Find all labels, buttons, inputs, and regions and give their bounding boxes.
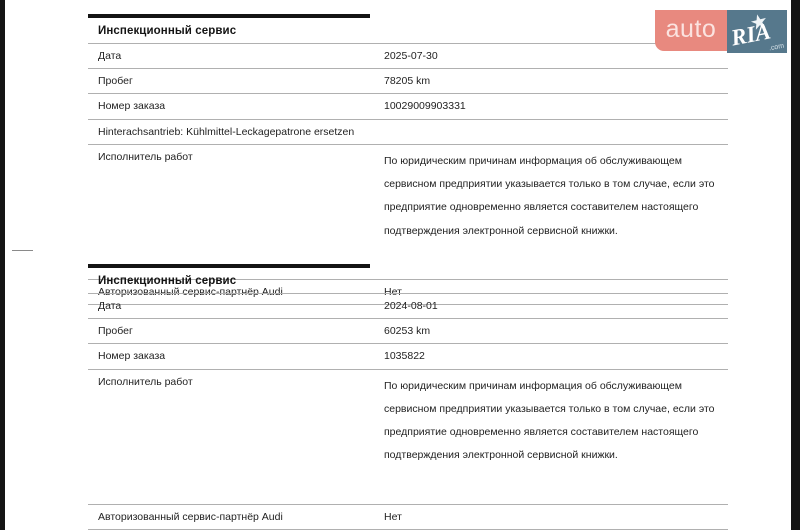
section-title: Инспекционный сервис [98,275,237,287]
section-rows [88,293,728,530]
row-label: Дата [98,300,122,312]
row-value: Нет [384,510,402,523]
table-row [88,318,728,343]
row-value: 2024-08-01 [384,300,438,312]
row-value: 10029009903331 [384,100,466,113]
auto-logo-box [655,10,727,51]
table-row [88,144,728,279]
row-value-line: сервисном предприятии указывается только в том случае, если это [384,402,715,415]
service-section [88,264,728,530]
table-row [88,293,728,318]
service-section [88,14,728,305]
row-value: 2025-07-30 [384,50,438,62]
table-row [88,343,728,368]
table-row [88,68,728,93]
ria-dotcom-text: .com [768,42,785,53]
row-value-line: подтверждения электронной сервисной книжки. [384,224,618,237]
row-label: Авторизованный сервис-партнёр Audi [98,285,283,298]
autoria-watermark [655,10,787,53]
row-label: Номер заказа [98,350,166,363]
table-row [88,369,728,504]
row-label: Дата [98,50,122,62]
row-value: 60253 km [384,325,431,338]
row-value: Нет [384,285,402,298]
row-value [384,145,728,279]
row-label: Исполнитель работ [98,375,193,388]
ria-logo-text: RIA [728,18,773,51]
table-row [88,43,728,68]
row-value-line: предприятие одновременно является составителем настоящего [384,201,699,214]
row-value-line: сервисном предприятии указывается только в том случае, если это [384,177,715,190]
section-title: Инспекционный сервис [98,25,237,37]
row-value: 1035822 [384,350,425,363]
row-label: Авторизованный сервис-партнёр Audi [98,510,283,523]
row-label: Пробег [98,325,133,338]
row-label: Исполнитель работ [98,150,193,163]
auto-logo-text: auto [665,15,717,43]
ria-logo-box [727,10,787,53]
row-value [384,370,728,504]
table-row [88,504,728,530]
table-row [88,93,728,118]
row-value-line: По юридическим причинам информация об обслуживающем [384,154,682,167]
table-row [88,119,728,144]
row-full-text: Hinterachsantrieb: Kühlmittel-Leckagepatrone ersetzen [98,125,355,138]
row-label: Пробег [98,75,133,88]
row-value-line: По юридическим причинам информация об обслуживающем [384,379,682,392]
row-value-line: подтверждения электронной сервисной книжки. [384,449,618,462]
row-value: 78205 km [384,75,431,88]
row-value-line: предприятие одновременно является составителем настоящего [384,426,699,439]
row-label: Номер заказа [98,100,166,113]
